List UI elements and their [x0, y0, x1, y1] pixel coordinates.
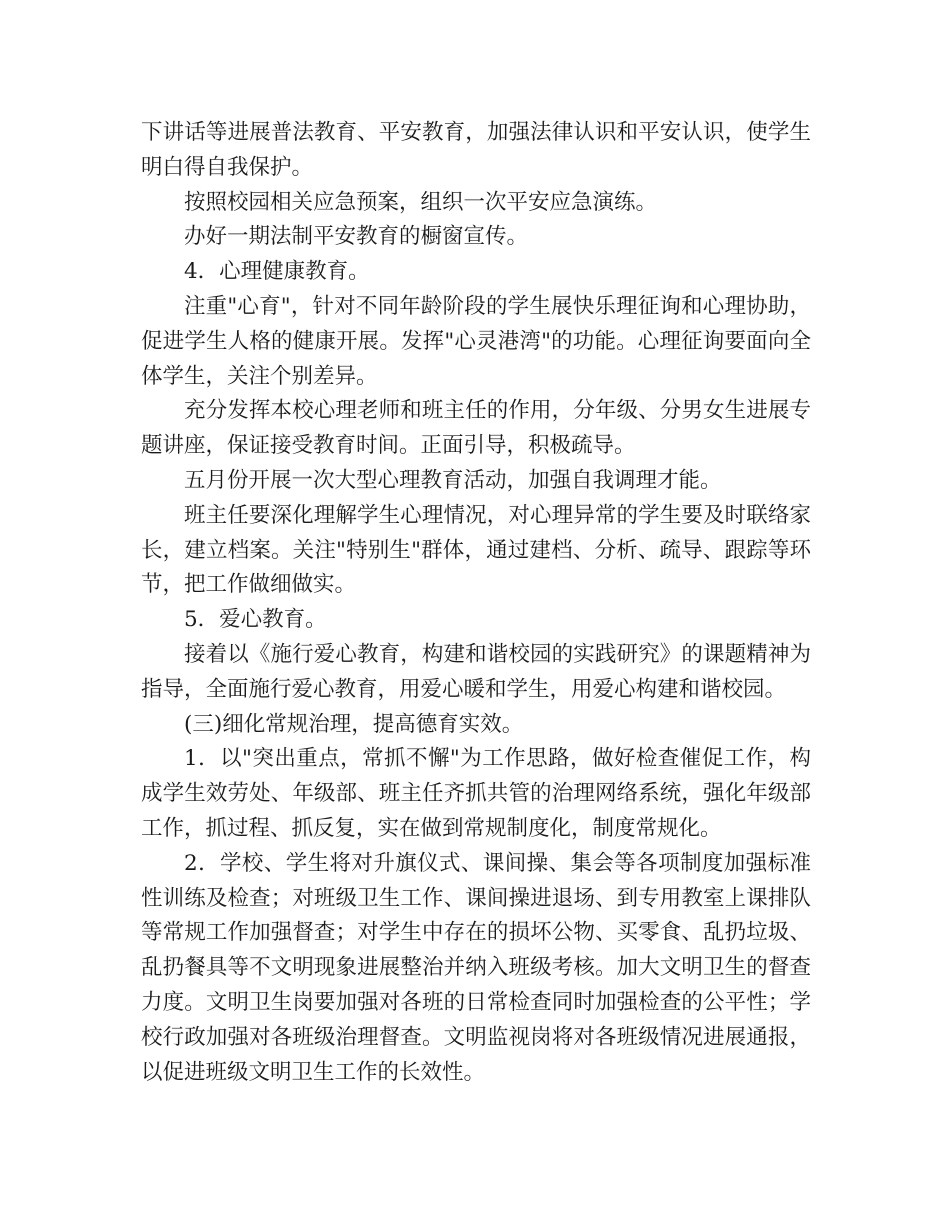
paragraph: 下讲话等进展普法教育、平安教育，加强法律认识和平安认识，使学生明白得自我保护。	[141, 120, 811, 180]
section-heading: (三)细化常规治理，提高德育实效。	[184, 711, 524, 737]
paragraph: 注重"心育"，针对不同年龄阶段的学生展快乐理征询和心理协助，促进学生人格的健康开展。发挥"心灵港湾"的功能。心理征询要面向全体学生，关注个别差异。	[141, 293, 811, 389]
paragraph: 按照校园相关应急预案，组织一次平安应急演练。	[184, 189, 658, 215]
paragraph: 办好一期法制平安教育的橱窗宣传。	[184, 224, 529, 250]
section-heading: 4．心理健康教育。	[184, 259, 370, 285]
paragraph: 充分发挥本校心理老师和班主任的作用，分年级、分男女生进展专题讲座，保证接受教育时间。正面引导，积极疏导。	[141, 398, 811, 459]
paragraph: 班主任要深化理解学生心理情况，对心理异常的学生要及时联络家长，建立档案。关注"特别生"群体，通过建档、分析、疏导、跟踪等环节，把工作做细做实。	[141, 502, 811, 598]
paragraph: 五月份开展一次大型心理教育活动，加强自我调理才能。	[184, 467, 722, 493]
paragraph: 1．以"突出重点，常抓不懈"为工作思路，做好检查催促工作，构成学生效劳处、年级部、班主任齐抓共管的治理网络系统，强化年级部工作，抓过程、抓反复，实在做到常规制度化，制度常规化。	[141, 746, 811, 841]
paragraph: 2．学校、学生将对升旗仪式、课间操、集会等各项制度加强标准性训练及检查；对班级卫生工作、课间操进退场、到专用教室上课排队等常规工作加强督查；对学生中存在的损坏公物、买零食、乱扔垃圾、乱扔餐具等不文明现象进展整治并纳入班级考核。加大文明卫生的督查力度。文明卫生岗要加强对各班的日常检查同时加强检查的公平性；学校行政加强对各班级治理督查。文明监视岗将对各班级情况进展通报，以促进班级文明卫生工作的长效性。	[141, 850, 811, 1085]
paragraph: 接着以《施行爱心教育，构建和谐校园的实践研究》的课题精神为指导，全面施行爱心教育，用爱心暖和学生，用爱心构建和谐校园。	[141, 641, 811, 702]
document-body	[141, 116, 811, 1090]
section-heading: 5．爱心教育。	[184, 607, 327, 633]
